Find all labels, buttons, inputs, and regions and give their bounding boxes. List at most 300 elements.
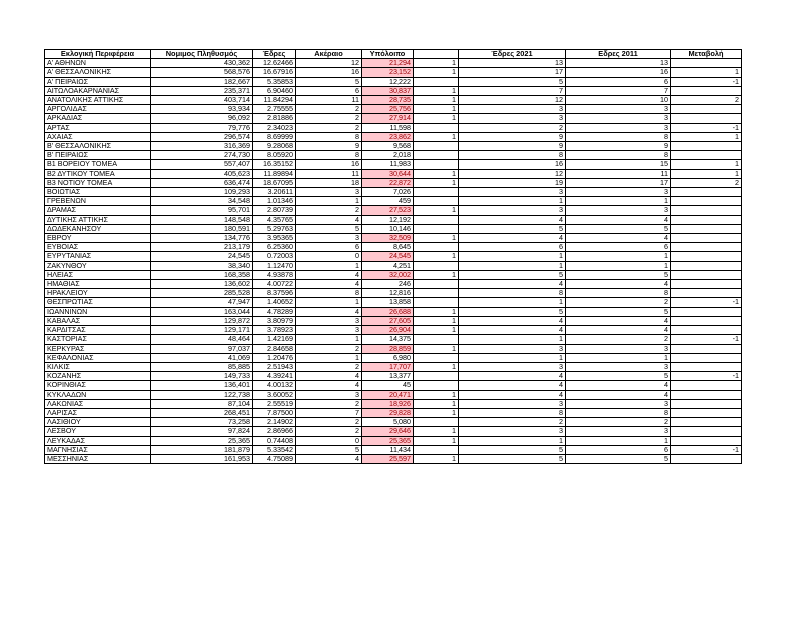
cell-seats-2011[interactable]: 7 (566, 86, 671, 95)
cell-remainder[interactable]: 5,080 (362, 418, 414, 427)
cell-region[interactable]: ΚΑΣΤΟΡΙΑΣ (45, 335, 151, 344)
cell-extra[interactable]: 1 (414, 252, 459, 261)
cell-extra[interactable] (414, 243, 459, 252)
cell-region[interactable]: ΗΡΑΚΛΕΙΟΥ (45, 289, 151, 298)
cell-region[interactable]: ΑΡΚΑΔΙΑΣ (45, 114, 151, 123)
cell-population[interactable]: 182,667 (151, 77, 253, 86)
cell-remainder[interactable]: 32,509 (362, 234, 414, 243)
cell-remainder[interactable]: 29,828 (362, 408, 414, 417)
cell-seats-2021[interactable]: 3 (459, 399, 566, 408)
cell-population[interactable]: 296,574 (151, 132, 253, 141)
cell-seats-2021[interactable]: 4 (459, 215, 566, 224)
cell-region[interactable]: ΕΒΡΟΥ (45, 234, 151, 243)
cell-integer[interactable]: 8 (296, 151, 362, 160)
cell-seats-2021[interactable]: 2 (459, 123, 566, 132)
header-remainder[interactable]: Υπόλοιπο (362, 50, 414, 59)
cell-region[interactable]: ΔΥΤΙΚΗΣ ΑΤΤΙΚΗΣ (45, 215, 151, 224)
cell-population[interactable]: 405,623 (151, 169, 253, 178)
cell-seats-2011[interactable]: 3 (566, 399, 671, 408)
cell-seats-2011[interactable]: 6 (566, 77, 671, 86)
cell-change[interactable]: 1 (671, 169, 742, 178)
cell-region[interactable]: ΚΟΖΑΝΗΣ (45, 372, 151, 381)
cell-remainder[interactable]: 26,904 (362, 326, 414, 335)
cell-change[interactable] (671, 261, 742, 270)
cell-change[interactable]: -1 (671, 335, 742, 344)
cell-population[interactable]: 180,591 (151, 224, 253, 233)
cell-seats-2021[interactable]: 3 (459, 427, 566, 436)
cell-population[interactable]: 122,738 (151, 390, 253, 399)
cell-seats[interactable]: 4.35765 (253, 215, 296, 224)
cell-seats[interactable]: 1.40652 (253, 298, 296, 307)
cell-extra[interactable]: 1 (414, 454, 459, 463)
cell-extra[interactable] (414, 261, 459, 270)
cell-remainder[interactable]: 29,646 (362, 427, 414, 436)
cell-seats-2021[interactable]: 3 (459, 344, 566, 353)
cell-seats-2011[interactable]: 3 (566, 123, 671, 132)
cell-extra[interactable]: 1 (414, 316, 459, 325)
cell-seats-2021[interactable]: 12 (459, 169, 566, 178)
cell-seats[interactable]: 12.62466 (253, 59, 296, 68)
cell-seats-2021[interactable]: 3 (459, 105, 566, 114)
cell-seats[interactable]: 6.25360 (253, 243, 296, 252)
cell-seats-2021[interactable]: 5 (459, 307, 566, 316)
cell-change[interactable]: 1 (671, 68, 742, 77)
cell-region[interactable]: ΔΩΔΕΚΑΝΗΣΟΥ (45, 224, 151, 233)
cell-remainder[interactable]: 8,645 (362, 243, 414, 252)
cell-population[interactable]: 430,362 (151, 59, 253, 68)
cell-extra[interactable]: 1 (414, 427, 459, 436)
cell-population[interactable]: 109,293 (151, 188, 253, 197)
cell-seats[interactable]: 8.05920 (253, 151, 296, 160)
cell-integer[interactable]: 4 (296, 280, 362, 289)
cell-population[interactable]: 25,365 (151, 436, 253, 445)
cell-extra[interactable]: 1 (414, 59, 459, 68)
cell-change[interactable]: 2 (671, 96, 742, 105)
cell-seats-2011[interactable]: 4 (566, 234, 671, 243)
cell-extra[interactable]: 1 (414, 96, 459, 105)
cell-change[interactable] (671, 142, 742, 151)
cell-remainder[interactable]: 21,294 (362, 59, 414, 68)
cell-seats-2011[interactable]: 2 (566, 335, 671, 344)
cell-integer[interactable]: 6 (296, 86, 362, 95)
cell-change[interactable] (671, 399, 742, 408)
cell-integer[interactable]: 3 (296, 234, 362, 243)
cell-seats-2021[interactable]: 9 (459, 132, 566, 141)
cell-extra[interactable]: 1 (414, 206, 459, 215)
cell-seats-2021[interactable]: 7 (459, 86, 566, 95)
cell-population[interactable]: 79,776 (151, 123, 253, 132)
cell-extra[interactable]: 1 (414, 105, 459, 114)
cell-population[interactable]: 136,602 (151, 280, 253, 289)
cell-integer[interactable]: 5 (296, 445, 362, 454)
cell-seats-2021[interactable]: 1 (459, 261, 566, 270)
cell-integer[interactable]: 12 (296, 59, 362, 68)
cell-region[interactable]: ΚΟΡΙΝΘΙΑΣ (45, 381, 151, 390)
cell-change[interactable] (671, 215, 742, 224)
cell-integer[interactable]: 2 (296, 344, 362, 353)
cell-remainder[interactable]: 11,598 (362, 123, 414, 132)
cell-seats-2011[interactable]: 8 (566, 289, 671, 298)
cell-region[interactable]: ΖΑΚΥΝΘΟΥ (45, 261, 151, 270)
cell-extra[interactable] (414, 335, 459, 344)
cell-seats-2021[interactable]: 3 (459, 188, 566, 197)
cell-extra[interactable] (414, 123, 459, 132)
cell-seats[interactable]: 1.12470 (253, 261, 296, 270)
cell-remainder[interactable]: 27,914 (362, 114, 414, 123)
cell-remainder[interactable]: 17,707 (362, 362, 414, 371)
cell-extra[interactable] (414, 224, 459, 233)
cell-seats-2011[interactable]: 4 (566, 316, 671, 325)
cell-seats[interactable]: 8.69999 (253, 132, 296, 141)
cell-change[interactable] (671, 243, 742, 252)
cell-remainder[interactable]: 24,545 (362, 252, 414, 261)
cell-extra[interactable] (414, 151, 459, 160)
cell-seats[interactable]: 3.78923 (253, 326, 296, 335)
cell-seats[interactable]: 0.72003 (253, 252, 296, 261)
cell-seats-2011[interactable]: 5 (566, 454, 671, 463)
cell-change[interactable] (671, 316, 742, 325)
cell-remainder[interactable]: 9,568 (362, 142, 414, 151)
cell-seats-2021[interactable]: 1 (459, 298, 566, 307)
cell-seats-2021[interactable]: 16 (459, 160, 566, 169)
cell-region[interactable]: Β3 ΝΟΤΙΟΥ ΤΟΜΕΑ (45, 178, 151, 187)
cell-seats-2021[interactable]: 4 (459, 372, 566, 381)
cell-remainder[interactable]: 45 (362, 381, 414, 390)
cell-seats-2021[interactable]: 6 (459, 243, 566, 252)
cell-seats-2011[interactable]: 5 (566, 270, 671, 279)
cell-population[interactable]: 181,879 (151, 445, 253, 454)
cell-seats-2021[interactable]: 3 (459, 206, 566, 215)
cell-remainder[interactable]: 2,018 (362, 151, 414, 160)
cell-extra[interactable] (414, 289, 459, 298)
cell-seats-2021[interactable]: 4 (459, 280, 566, 289)
cell-population[interactable]: 47,947 (151, 298, 253, 307)
cell-integer[interactable]: 8 (296, 132, 362, 141)
cell-region[interactable]: ΓΡΕΒΕΝΩΝ (45, 197, 151, 206)
cell-region[interactable]: Α' ΑΘΗΝΩΝ (45, 59, 151, 68)
cell-population[interactable]: 134,776 (151, 234, 253, 243)
cell-population[interactable]: 136,401 (151, 381, 253, 390)
cell-change[interactable] (671, 436, 742, 445)
cell-seats[interactable]: 16.67916 (253, 68, 296, 77)
cell-seats-2011[interactable]: 10 (566, 96, 671, 105)
cell-seats-2021[interactable]: 1 (459, 436, 566, 445)
cell-seats-2021[interactable]: 5 (459, 454, 566, 463)
header-seats[interactable]: Έδρες (253, 50, 296, 59)
cell-seats-2021[interactable]: 8 (459, 151, 566, 160)
cell-seats-2011[interactable]: 2 (566, 298, 671, 307)
cell-population[interactable]: 87,104 (151, 399, 253, 408)
cell-remainder[interactable]: 27,605 (362, 316, 414, 325)
cell-seats[interactable]: 2.14902 (253, 418, 296, 427)
cell-region[interactable]: ΗΛΕΙΑΣ (45, 270, 151, 279)
cell-remainder[interactable]: 30,644 (362, 169, 414, 178)
cell-change[interactable] (671, 381, 742, 390)
cell-integer[interactable]: 2 (296, 206, 362, 215)
cell-seats-2011[interactable]: 5 (566, 372, 671, 381)
cell-extra[interactable]: 1 (414, 68, 459, 77)
cell-change[interactable]: -1 (671, 77, 742, 86)
cell-integer[interactable]: 0 (296, 436, 362, 445)
cell-integer[interactable]: 2 (296, 427, 362, 436)
cell-region[interactable]: ΜΑΓΝΗΣΙΑΣ (45, 445, 151, 454)
cell-seats-2011[interactable]: 5 (566, 224, 671, 233)
cell-region[interactable]: ΑΧΑΙΑΣ (45, 132, 151, 141)
cell-integer[interactable]: 2 (296, 399, 362, 408)
cell-remainder[interactable]: 11,983 (362, 160, 414, 169)
cell-seats-2011[interactable]: 3 (566, 206, 671, 215)
cell-region[interactable]: ΚΕΦΑΛΟΝΙΑΣ (45, 353, 151, 362)
cell-region[interactable]: Α' ΠΕΙΡΑΙΩΣ (45, 77, 151, 86)
cell-population[interactable]: 316,369 (151, 142, 253, 151)
cell-change[interactable] (671, 151, 742, 160)
cell-remainder[interactable]: 30,837 (362, 86, 414, 95)
cell-integer[interactable]: 6 (296, 243, 362, 252)
cell-population[interactable]: 568,576 (151, 68, 253, 77)
cell-change[interactable] (671, 280, 742, 289)
cell-region[interactable]: ΛΕΣΒΟΥ (45, 427, 151, 436)
cell-change[interactable] (671, 252, 742, 261)
cell-integer[interactable]: 2 (296, 105, 362, 114)
cell-integer[interactable]: 4 (296, 307, 362, 316)
cell-extra[interactable]: 1 (414, 408, 459, 417)
cell-remainder[interactable]: 7,026 (362, 188, 414, 197)
cell-seats-2011[interactable]: 6 (566, 445, 671, 454)
cell-integer[interactable]: 4 (296, 381, 362, 390)
cell-extra[interactable] (414, 142, 459, 151)
cell-seats[interactable]: 5.29763 (253, 224, 296, 233)
cell-integer[interactable]: 1 (296, 197, 362, 206)
header-integer[interactable]: Ακέραιο (296, 50, 362, 59)
cell-seats-2021[interactable]: 1 (459, 197, 566, 206)
cell-remainder[interactable]: 28,735 (362, 96, 414, 105)
cell-seats[interactable]: 1.42169 (253, 335, 296, 344)
cell-change[interactable]: -1 (671, 445, 742, 454)
cell-population[interactable]: 24,545 (151, 252, 253, 261)
cell-population[interactable]: 38,340 (151, 261, 253, 270)
cell-change[interactable] (671, 289, 742, 298)
cell-remainder[interactable]: 23,862 (362, 132, 414, 141)
cell-population[interactable]: 48,464 (151, 335, 253, 344)
cell-region[interactable]: ΑΡΓΟΛΙΔΑΣ (45, 105, 151, 114)
cell-extra[interactable]: 1 (414, 132, 459, 141)
cell-population[interactable]: 285,528 (151, 289, 253, 298)
cell-region[interactable]: ΑΝΑΤΟΛΙΚΗΣ ΑΤΤΙΚΗΣ (45, 96, 151, 105)
cell-integer[interactable]: 3 (296, 188, 362, 197)
cell-seats[interactable]: 0.74408 (253, 436, 296, 445)
cell-remainder[interactable]: 11,434 (362, 445, 414, 454)
cell-integer[interactable]: 4 (296, 454, 362, 463)
cell-population[interactable]: 97,824 (151, 427, 253, 436)
cell-population[interactable]: 148,548 (151, 215, 253, 224)
cell-seats-2011[interactable]: 4 (566, 381, 671, 390)
cell-extra[interactable] (414, 215, 459, 224)
header-seats-2021[interactable]: Έδρες 2021 (459, 50, 566, 59)
cell-population[interactable]: 274,730 (151, 151, 253, 160)
cell-seats-2011[interactable]: 9 (566, 142, 671, 151)
cell-seats[interactable]: 3.60052 (253, 390, 296, 399)
cell-population[interactable]: 96,092 (151, 114, 253, 123)
cell-region[interactable]: ΛΕΥΚΑΔΑΣ (45, 436, 151, 445)
cell-change[interactable]: -1 (671, 298, 742, 307)
cell-change[interactable] (671, 353, 742, 362)
cell-seats[interactable]: 4.00132 (253, 381, 296, 390)
cell-change[interactable] (671, 86, 742, 95)
cell-seats-2011[interactable]: 1 (566, 197, 671, 206)
cell-seats-2011[interactable]: 1 (566, 353, 671, 362)
cell-integer[interactable]: 3 (296, 390, 362, 399)
cell-region[interactable]: ΚΑΡΔΙΤΣΑΣ (45, 326, 151, 335)
cell-seats-2021[interactable]: 8 (459, 408, 566, 417)
cell-population[interactable]: 403,714 (151, 96, 253, 105)
cell-change[interactable] (671, 224, 742, 233)
cell-seats-2021[interactable]: 5 (459, 270, 566, 279)
cell-integer[interactable]: 0 (296, 252, 362, 261)
cell-change[interactable] (671, 197, 742, 206)
cell-seats-2011[interactable]: 16 (566, 68, 671, 77)
cell-remainder[interactable]: 32,002 (362, 270, 414, 279)
cell-extra[interactable] (414, 197, 459, 206)
header-seats-2011[interactable]: Εδρες 2011 (566, 50, 671, 59)
cell-seats-2021[interactable]: 5 (459, 77, 566, 86)
cell-integer[interactable]: 2 (296, 114, 362, 123)
cell-integer[interactable]: 5 (296, 77, 362, 86)
cell-extra[interactable]: 1 (414, 390, 459, 399)
cell-integer[interactable]: 3 (296, 326, 362, 335)
cell-seats[interactable]: 1.01346 (253, 197, 296, 206)
cell-seats[interactable]: 16.35152 (253, 160, 296, 169)
cell-population[interactable]: 129,171 (151, 326, 253, 335)
cell-remainder[interactable]: 28,859 (362, 344, 414, 353)
cell-region[interactable]: ΚΙΛΚΙΣ (45, 362, 151, 371)
cell-population[interactable]: 85,885 (151, 362, 253, 371)
cell-region[interactable]: ΒΟΙΩΤΙΑΣ (45, 188, 151, 197)
cell-population[interactable]: 93,934 (151, 105, 253, 114)
cell-remainder[interactable]: 25,365 (362, 436, 414, 445)
cell-seats-2021[interactable]: 12 (459, 96, 566, 105)
cell-change[interactable] (671, 408, 742, 417)
cell-seats-2011[interactable]: 3 (566, 105, 671, 114)
cell-seats[interactable]: 11.84294 (253, 96, 296, 105)
cell-seats-2011[interactable]: 4 (566, 280, 671, 289)
cell-seats[interactable]: 2.75555 (253, 105, 296, 114)
cell-change[interactable] (671, 307, 742, 316)
cell-seats[interactable]: 5.35853 (253, 77, 296, 86)
cell-region[interactable]: ΕΥΒΟΙΑΣ (45, 243, 151, 252)
cell-region[interactable]: ΚΕΡΚΥΡΑΣ (45, 344, 151, 353)
cell-population[interactable]: 213,179 (151, 243, 253, 252)
cell-seats[interactable]: 2.81886 (253, 114, 296, 123)
cell-remainder[interactable]: 27,523 (362, 206, 414, 215)
cell-seats-2011[interactable]: 3 (566, 427, 671, 436)
cell-integer[interactable]: 2 (296, 362, 362, 371)
cell-change[interactable] (671, 206, 742, 215)
cell-integer[interactable]: 1 (296, 335, 362, 344)
cell-change[interactable]: 2 (671, 178, 742, 187)
cell-extra[interactable] (414, 445, 459, 454)
cell-population[interactable]: 161,953 (151, 454, 253, 463)
cell-change[interactable] (671, 59, 742, 68)
cell-population[interactable]: 95,701 (151, 206, 253, 215)
cell-region[interactable]: ΑΙΤΩΛΟΑΚΑΡΝΑΝΙΑΣ (45, 86, 151, 95)
cell-seats-2021[interactable]: 1 (459, 252, 566, 261)
cell-region[interactable]: ΜΕΣΣΗΝΙΑΣ (45, 454, 151, 463)
cell-integer[interactable]: 1 (296, 261, 362, 270)
cell-seats[interactable]: 3.80979 (253, 316, 296, 325)
cell-population[interactable]: 34,548 (151, 197, 253, 206)
cell-change[interactable] (671, 105, 742, 114)
cell-extra[interactable] (414, 353, 459, 362)
cell-seats-2021[interactable]: 4 (459, 381, 566, 390)
cell-seats[interactable]: 2.55519 (253, 399, 296, 408)
cell-population[interactable]: 73,258 (151, 418, 253, 427)
cell-extra[interactable]: 1 (414, 307, 459, 316)
cell-remainder[interactable]: 25,756 (362, 105, 414, 114)
cell-seats[interactable]: 2.80739 (253, 206, 296, 215)
cell-seats[interactable]: 2.84658 (253, 344, 296, 353)
cell-extra[interactable] (414, 280, 459, 289)
cell-seats-2011[interactable]: 1 (566, 436, 671, 445)
cell-seats-2021[interactable]: 8 (459, 289, 566, 298)
cell-seats-2011[interactable]: 8 (566, 132, 671, 141)
cell-extra[interactable]: 1 (414, 169, 459, 178)
cell-integer[interactable]: 1 (296, 353, 362, 362)
cell-change[interactable]: 1 (671, 132, 742, 141)
cell-seats-2021[interactable]: 3 (459, 362, 566, 371)
cell-seats-2011[interactable]: 8 (566, 408, 671, 417)
cell-change[interactable] (671, 427, 742, 436)
cell-change[interactable] (671, 344, 742, 353)
cell-seats[interactable]: 5.33542 (253, 445, 296, 454)
cell-population[interactable]: 636,474 (151, 178, 253, 187)
cell-extra[interactable]: 1 (414, 114, 459, 123)
cell-seats-2011[interactable]: 3 (566, 362, 671, 371)
cell-integer[interactable]: 18 (296, 178, 362, 187)
cell-seats-2011[interactable]: 13 (566, 59, 671, 68)
cell-region[interactable]: ΗΜΑΘΙΑΣ (45, 280, 151, 289)
cell-seats-2021[interactable]: 3 (459, 114, 566, 123)
cell-seats-2021[interactable]: 1 (459, 335, 566, 344)
cell-extra[interactable]: 1 (414, 270, 459, 279)
cell-seats-2011[interactable]: 17 (566, 178, 671, 187)
cell-region[interactable]: ΚΑΒΑΛΑΣ (45, 316, 151, 325)
cell-integer[interactable]: 4 (296, 270, 362, 279)
cell-change[interactable] (671, 326, 742, 335)
cell-integer[interactable]: 4 (296, 372, 362, 381)
cell-region[interactable]: ΘΕΣΠΡΩΤΙΑΣ (45, 298, 151, 307)
cell-seats-2011[interactable]: 4 (566, 215, 671, 224)
cell-remainder[interactable]: 4,251 (362, 261, 414, 270)
cell-region[interactable]: ΚΥΚΛΑΔΩΝ (45, 390, 151, 399)
cell-region[interactable]: ΛΑΚΩΝΙΑΣ (45, 399, 151, 408)
cell-extra[interactable]: 1 (414, 362, 459, 371)
cell-region[interactable]: Β2 ΔΥΤΙΚΟΥ ΤΟΜΕΑ (45, 169, 151, 178)
cell-seats-2011[interactable]: 8 (566, 151, 671, 160)
cell-region[interactable]: ΑΡΤΑΣ (45, 123, 151, 132)
cell-seats[interactable]: 2.86966 (253, 427, 296, 436)
cell-seats[interactable]: 4.93878 (253, 270, 296, 279)
cell-change[interactable] (671, 454, 742, 463)
cell-seats-2011[interactable]: 1 (566, 261, 671, 270)
cell-seats[interactable]: 9.28068 (253, 142, 296, 151)
cell-seats-2011[interactable]: 4 (566, 390, 671, 399)
cell-extra[interactable]: 1 (414, 234, 459, 243)
cell-seats-2021[interactable]: 9 (459, 142, 566, 151)
cell-seats-2011[interactable]: 1 (566, 252, 671, 261)
cell-seats-2021[interactable]: 4 (459, 316, 566, 325)
cell-population[interactable]: 41,069 (151, 353, 253, 362)
cell-region[interactable]: Α' ΘΕΣΣΑΛΟΝΙΚΗΣ (45, 68, 151, 77)
